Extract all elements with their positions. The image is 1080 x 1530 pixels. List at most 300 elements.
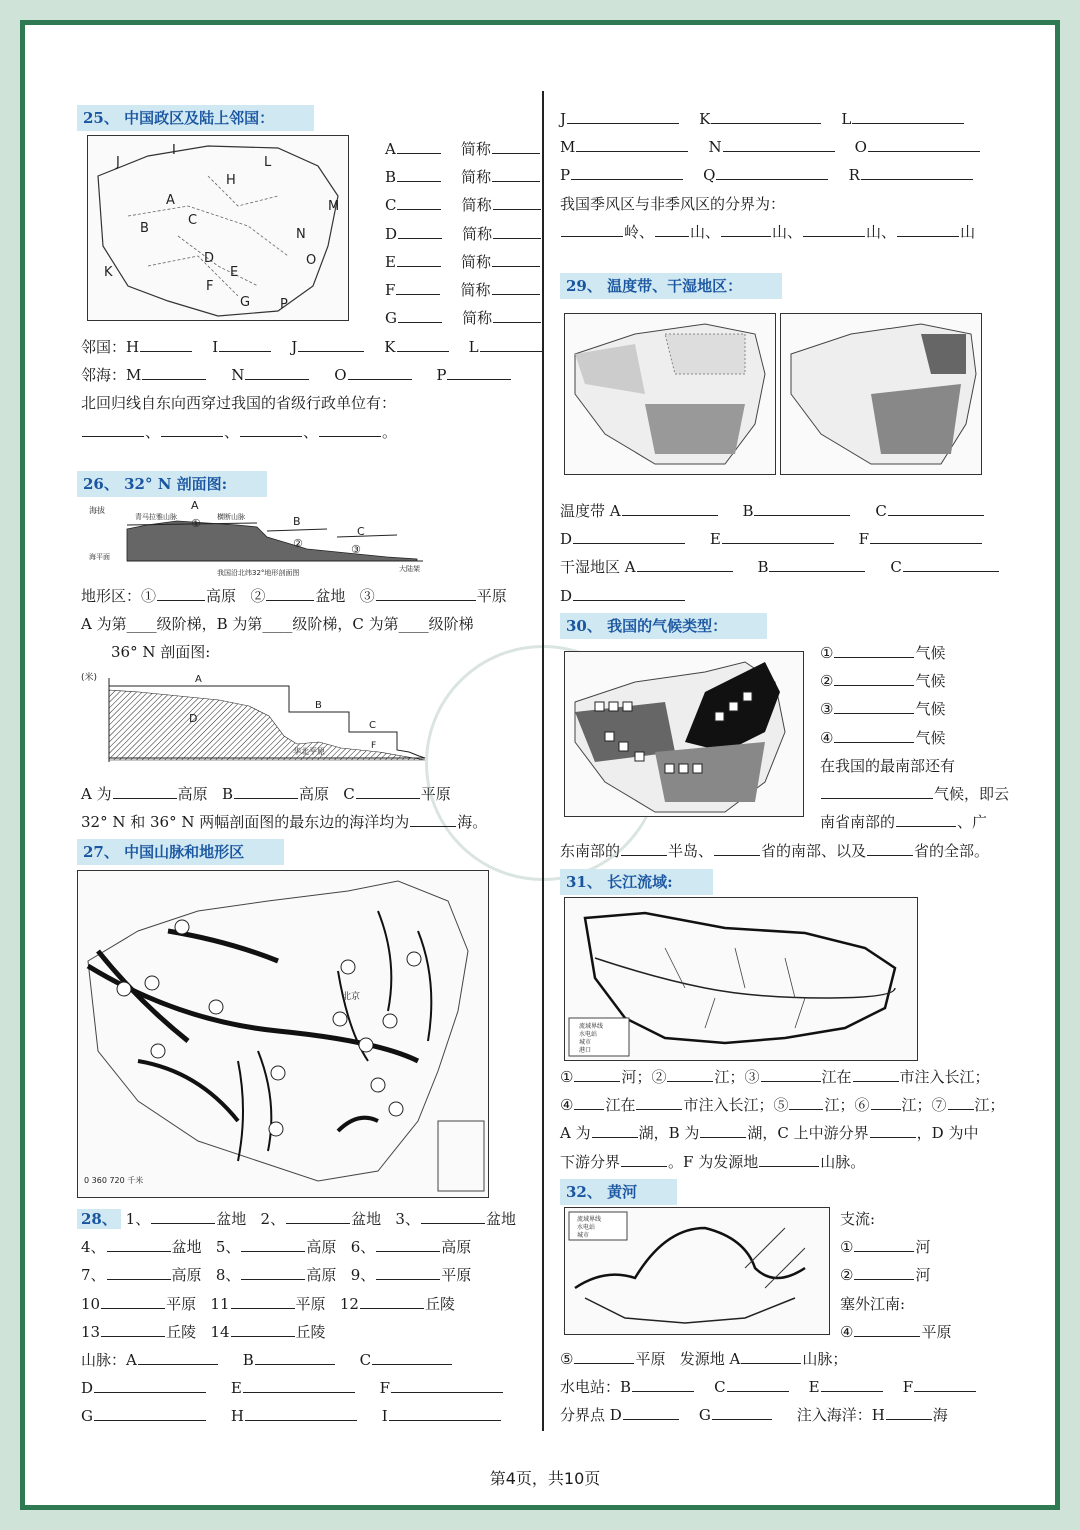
s25-neighbors [81,333,551,361]
answer-blank[interactable] [834,669,914,686]
answer-blank[interactable] [255,1348,335,1365]
answer-blank[interactable] [741,1347,801,1364]
answer-blank[interactable] [854,1263,914,1280]
gaoyuan: 高原 [206,587,237,605]
d-is: ，D 为中 [916,1124,979,1143]
dry-label: 干湿地区 A [560,558,636,577]
answer-blank[interactable] [245,1404,357,1421]
shan: 山、 [690,222,721,241]
s32-line-3 [560,1401,1020,1429]
answer-blank[interactable] [761,1065,821,1082]
answer-blank[interactable] [157,584,205,601]
answer-blank[interactable] [101,1292,165,1309]
item-num: 2、 [260,1210,286,1228]
answer-blank[interactable] [574,1065,620,1082]
sea-p: P [436,366,447,385]
circle-2: ② [250,587,266,605]
sea-o: O [334,366,347,385]
mtn-letter: B [242,1351,254,1370]
answer-blank[interactable] [94,1404,206,1421]
row-letter: A [385,140,396,158]
answer-blank[interactable] [896,810,956,827]
answer-blank[interactable] [107,1235,171,1252]
answer-blank[interactable] [903,555,999,572]
circle-1: ① [141,587,157,605]
answer-blank[interactable] [821,1375,883,1392]
s26-profile-36n-svg [79,670,439,770]
item-type: 高原 [306,1238,337,1257]
letter: R [848,166,860,185]
answer-blank[interactable] [854,1320,920,1337]
answer-blank[interactable] [397,250,441,267]
answer-blank[interactable] [567,107,679,124]
answer-blank[interactable] [789,1093,823,1110]
shanmai: 山脉； [802,1350,848,1368]
answer-blank[interactable] [834,641,914,658]
answer-blank[interactable] [759,1150,819,1167]
section-27-title: 27、 中国山脉和地形区 [77,839,284,865]
item-num: 12 [339,1294,359,1313]
c4: ④ [840,1322,854,1341]
item-num: 4、 [81,1238,106,1257]
s32-bottom [560,1345,1020,1430]
answer-blank[interactable] [219,335,271,352]
letter: L [841,110,852,128]
row-letter: E [385,252,396,271]
hydro: 水电站：B [560,1378,632,1397]
answer-blank[interactable] [834,726,914,743]
answer-blank[interactable] [397,137,441,154]
fig1-caption: 我国沿北纬32°地形剖面图 [217,569,300,577]
item-num: 11 [210,1294,230,1313]
s26-landform [81,582,551,610]
s29-temp-row1 [560,497,1020,525]
answer-blank[interactable] [623,1403,679,1420]
answer-blank[interactable] [493,222,541,239]
r-letters-3 [560,161,1020,189]
answer-blank[interactable] [637,555,733,572]
f: F [902,1378,914,1397]
answer-blank[interactable] [397,165,441,182]
answer-blank[interactable] [266,584,314,601]
s28-row-3 [77,1261,547,1289]
answer-blank[interactable] [714,839,760,856]
landform-label: 地形区： [81,587,142,605]
s26-text-top [81,582,551,667]
answer-blank[interactable] [397,335,449,352]
answer-blank[interactable] [621,839,667,856]
row-letter: B [385,168,397,187]
s27-map-svg [78,871,488,1197]
answer-blank[interactable] [161,420,223,437]
c1: ① [840,1238,854,1257]
b: B [221,785,233,803]
pingyuan: 平原 [476,587,507,605]
gaoyuan: 高原 [177,785,208,803]
answer-blank[interactable] [391,1376,503,1393]
answer-blank[interactable] [723,135,835,152]
page-footer: 第4页，共10页 [489,1469,601,1488]
answer-blank[interactable] [231,1320,295,1337]
c2: ② [840,1266,854,1285]
answer-blank[interactable] [854,1235,914,1252]
item-type: 平原 [295,1294,326,1313]
s28-mountains-2 [77,1374,547,1402]
pingyuan: 平原 [635,1350,666,1368]
map-label-f: F [206,279,214,294]
answer-blank[interactable] [398,222,442,239]
shizhu: 市注入长江； [899,1068,990,1086]
letter: J [560,110,567,128]
item-num: 9、 [350,1266,376,1285]
s29-dry-row1 [560,553,1020,581]
answer-blank[interactable] [397,193,441,210]
s25-row-a [385,135,555,163]
abbr-label: 简称 [462,224,493,243]
answer-blank[interactable] [447,363,511,380]
c5: ⑤ [560,1350,574,1368]
s32-line-1 [560,1345,1020,1373]
s30-south-2 [820,780,1020,808]
mtn-letter: A [126,1351,137,1370]
section-26-title: 26、 32° N 剖面图: [77,471,267,497]
letter: D [560,586,573,605]
fig1-shelf: 大陆架 [399,565,420,573]
answer-blank[interactable] [886,1403,932,1420]
r-monsoon-blanks [560,218,1020,246]
jiangzai: 江在 [605,1096,636,1115]
shan: 山 [960,222,976,241]
sep: 、 [145,422,161,441]
answer-blank[interactable] [711,107,821,124]
answer-blank[interactable] [573,527,685,544]
s29-dry-row2 [560,582,1020,610]
s25-row-c [385,191,555,219]
answer-blank[interactable] [571,163,683,180]
jiang: 江；⑥ [824,1096,870,1115]
mtn-letter: H [230,1407,244,1426]
answer-blank[interactable] [107,1263,171,1280]
answer-blank[interactable] [574,1347,634,1364]
s25-row-f [385,276,555,304]
r-top-block [560,105,1020,246]
item-type: 盆地 [171,1238,202,1257]
a-is: A 为 [560,1124,591,1143]
s30-climate-map [564,651,804,817]
answer-blank[interactable] [769,555,865,572]
answer-blank[interactable] [621,1150,667,1167]
answer-blank[interactable] [140,335,192,352]
map-label-a: A [166,193,175,208]
answer-blank[interactable] [241,1263,305,1280]
answer-blank[interactable] [803,220,865,237]
item-type: 丘陵 [424,1294,455,1313]
qihou: 气候 [915,644,946,662]
r-letters-1 [560,105,1020,133]
map-label-c: C [188,213,198,228]
answer-blank[interactable] [573,584,685,601]
circle: ① [820,644,834,662]
answer-blank[interactable] [241,1235,305,1252]
he: 河 [915,1238,931,1257]
map-label-l: L [264,155,272,170]
answer-blank[interactable] [632,1375,694,1392]
jiangzai: 江在 [821,1068,852,1086]
answer-blank[interactable] [948,1093,974,1110]
sea-m: M [126,366,142,385]
answer-blank[interactable] [101,1320,165,1337]
answer-blank[interactable] [914,1375,976,1392]
fig2-huabei: 华北平原 [293,747,325,756]
abbr-label: 简称 [461,196,492,215]
s25-tropic: 北回归线自东向西穿过我国的省级行政单位有： [81,394,397,413]
hai: 海。 [457,813,488,832]
s31-yangtze-map [564,897,918,1061]
xiayou: 下游分界 [560,1152,621,1171]
letter: K [699,110,711,128]
answer-blank[interactable] [398,306,442,323]
item-num: 10 [81,1294,101,1313]
answer-blank[interactable] [727,1375,789,1392]
answer-blank[interactable] [897,220,959,237]
s28-row-2 [77,1233,547,1261]
s26-profile-32n [87,501,427,577]
mtn-letter: I [381,1407,388,1426]
circle-3: ③ [359,587,375,605]
answer-blank[interactable] [561,220,623,237]
answer-blank[interactable] [592,1121,638,1138]
s27-scale: 0 360 720 千米 [84,1176,144,1185]
item-num: 5、 [215,1238,241,1257]
answer-blank[interactable] [667,1065,713,1082]
answer-blank[interactable] [245,363,309,380]
answer-blank[interactable] [82,420,144,437]
jiang: 江；⑦ [901,1096,947,1115]
map-label-m: M [328,199,340,214]
fig2-label-f: F [371,741,377,751]
s26-abc [81,780,551,808]
hai: 海 [932,1406,948,1425]
answer-blank[interactable] [231,1292,295,1309]
answer-blank[interactable] [138,1348,218,1365]
fig1-hengduan: 横断山脉 [217,513,245,521]
fig1-circle-2: ② [293,537,303,550]
c3: ③ [744,1068,760,1086]
answer-blank[interactable] [622,499,718,516]
answer-blank[interactable] [853,1065,899,1082]
s25-map-svg [88,136,348,320]
s25-row-g [385,304,555,332]
gaoyuan: 高原 [298,785,329,803]
fig1-y-label: 海拔 [89,506,105,515]
abbr-label: 简称 [460,140,491,158]
answer-blank[interactable] [360,1292,424,1309]
answer-blank[interactable] [480,335,542,352]
answer-blank[interactable] [319,420,381,437]
map-label-j: J [116,155,120,170]
s26-profile-32n-svg [87,501,427,577]
bandao: 半岛、 [668,842,714,860]
s32-plain-4 [840,1318,1020,1346]
map-label-k: K [104,265,113,280]
s32-trib-1 [840,1233,1020,1261]
map-label-e: E [230,265,239,280]
item-num: 1、 [125,1210,151,1228]
item-type: 丘陵 [295,1322,326,1341]
answer-blank[interactable] [410,810,456,827]
sep: 、 [224,422,240,441]
answer-blank[interactable] [243,1376,355,1393]
s25-china-map [87,135,349,321]
answer-blank[interactable] [493,306,541,323]
answer-blank[interactable] [868,135,980,152]
answer-blank[interactable] [636,1093,682,1110]
abbr-label: 简称 [461,252,492,271]
s26-profile-36n [79,670,439,770]
section-28-title: 28、 [77,1209,121,1229]
letter: O [854,138,867,157]
s30-item-2 [820,667,1020,695]
answer-blank[interactable] [870,1121,916,1138]
s28-mountains-3 [77,1402,547,1430]
circle: ④ [820,728,834,747]
mtn-letter: C [359,1351,372,1370]
answer-blank[interactable] [492,165,540,182]
answer-blank[interactable] [888,499,984,516]
answer-blank[interactable] [721,220,771,237]
s32-right-list [840,1205,1020,1346]
answer-blank[interactable] [576,135,688,152]
answer-blank[interactable] [821,782,933,799]
s31-legend-1: 流域界线 [579,1023,604,1030]
circle: ③ [820,700,834,719]
answer-blank[interactable] [234,782,298,799]
answer-blank[interactable] [286,1207,350,1224]
mtn-letter: F [379,1379,391,1398]
item-type: 盆地 [216,1210,247,1228]
answer-blank[interactable] [852,107,964,124]
qihou: 气候 [915,728,946,747]
sheng-quanbu: 省的全部。 [914,842,990,860]
answer-blank[interactable] [722,527,834,544]
answer-blank[interactable] [376,1263,440,1280]
neighbor-k: K [384,338,396,356]
g: G [698,1406,711,1425]
letter: C [875,502,887,520]
s32-saiwai: 塞外江南: [840,1294,906,1313]
answer-blank[interactable] [348,363,412,380]
answer-blank[interactable] [870,527,982,544]
s31-line-1 [560,1063,1020,1091]
s27-mountain-map [77,870,489,1198]
answer-blank[interactable] [655,220,689,237]
s28-row-4 [77,1290,547,1318]
answer-blank[interactable] [754,499,850,516]
item-num: 14 [210,1322,230,1341]
answer-blank[interactable] [151,1207,215,1224]
answer-blank[interactable] [716,163,828,180]
answer-blank[interactable] [372,1348,452,1365]
s31-line-2 [560,1091,1020,1119]
answer-blank[interactable] [574,1093,604,1110]
s25-row-b [385,163,555,191]
qihou-ji: 气候，即云 [934,785,1010,804]
s32-tributary: 支流: [840,1210,876,1228]
abbr-label: 简称 [460,281,491,300]
c: C [714,1378,726,1397]
s32-yellow-river-map [564,1207,830,1335]
fig1-circle-1: ① [191,517,201,530]
letter: Q [703,166,716,185]
answer-blank[interactable] [142,363,206,380]
fig1-label-c: C [357,525,365,538]
answer-blank[interactable] [700,1121,746,1138]
s31-text [560,1063,1020,1176]
row-letter: D [385,224,398,243]
map-label-g: G [240,295,251,310]
letter: N [708,138,722,157]
c2: ② [651,1068,667,1086]
s32-line-2 [560,1373,1020,1401]
letter: E [709,530,721,549]
fig1-label-b: B [293,515,301,528]
answer-blank[interactable] [867,839,913,856]
s29-temp-row2 [560,525,1020,553]
s25-province-list [385,135,555,332]
sea-line: 32° N 和 36° N 两幅剖面图的最东边的海洋均为 [81,813,410,832]
answer-blank[interactable] [861,163,973,180]
s28-row-1 [77,1205,547,1233]
abbr-label: 简称 [461,168,492,187]
item-type: 平原 [166,1294,197,1313]
map-label-n: N [296,227,306,242]
item-type: 高原 [441,1238,472,1257]
left-column [77,105,547,1426]
answer-blank[interactable] [421,1207,485,1224]
answer-blank[interactable] [240,420,302,437]
answer-blank[interactable] [94,1376,206,1393]
s28-mountains-1 [77,1346,547,1374]
answer-blank[interactable] [493,193,541,210]
answer-blank[interactable] [834,697,914,714]
answer-blank[interactable] [396,278,440,295]
sea-n: N [231,366,245,385]
shi: 市注入长江；⑤ [683,1096,789,1115]
answer-blank[interactable] [389,1404,501,1421]
ling: 岭、 [624,222,655,241]
c: C [343,785,355,803]
s31-legend-2: 水电站 [579,1031,598,1038]
answer-blank[interactable] [113,782,177,799]
fig1-himalaya: 青马拉雅山脉 [135,513,177,521]
item-type: 高原 [306,1266,337,1285]
answer-blank[interactable] [356,782,420,799]
answer-blank[interactable] [492,137,540,154]
letter: B [742,502,754,520]
s25-text-block [81,333,551,446]
hu2: 湖，C 上中游分界 [747,1124,869,1143]
s26-36n-title: 36° N 剖面图: [111,643,211,662]
s30-south: 在我国的最南部还有 [820,756,956,775]
answer-blank[interactable] [712,1403,772,1420]
answer-blank[interactable] [871,1093,901,1110]
answer-blank[interactable] [298,335,364,352]
answer-blank[interactable] [376,584,476,601]
answer-blank[interactable] [376,1235,440,1252]
item-num: 3、 [395,1210,420,1228]
answer-blank[interactable] [492,278,540,295]
answer-blank[interactable] [492,250,540,267]
